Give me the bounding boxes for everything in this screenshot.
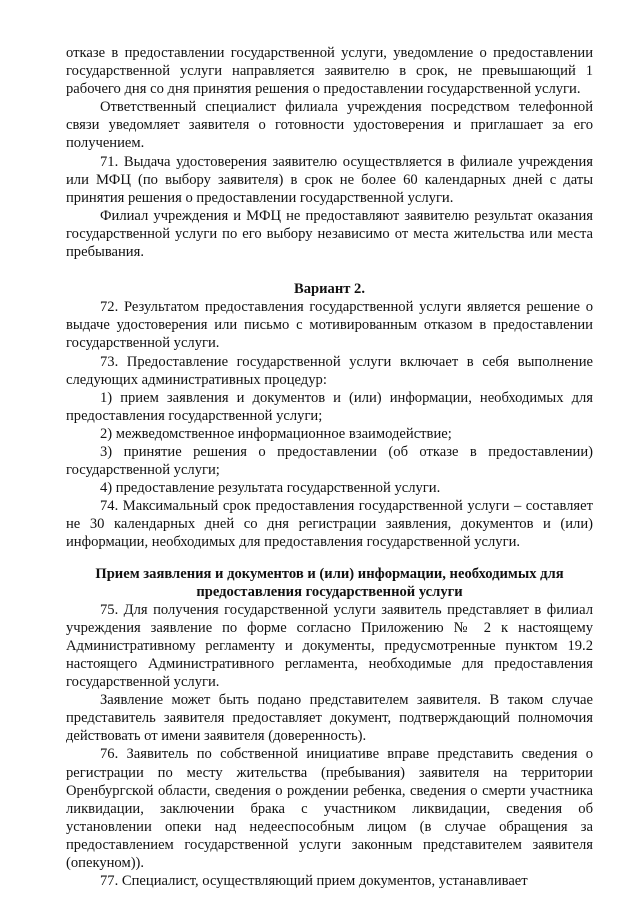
procedure-item-4: 4) предоставление результата государственной услуги.: [100, 480, 441, 497]
spacer: [66, 552, 593, 565]
procedure-item-1: 1) прием заявления и документов и (или) информации, необходимых для предоставления государственной услуги;: [66, 389, 593, 424]
spacer: [66, 261, 593, 280]
paragraph-74: 74. Максимальный срок предоставления государственной услуги – составляет не 30 календарных дней со дня регистрации заявления, документов и (или) информации, необходимых для предоставления государственной услуги.: [66, 498, 593, 551]
variant-heading: Вариант 2.: [293, 281, 366, 298]
paragraph-73: 73. Предоставление государственной услуги включает в себя выполнение следующих административных процедур:: [66, 353, 593, 388]
document-page: [66, 44, 593, 890]
procedure-item-3: 3) принятие решения о предоставлении (об отказе в предоставлении) государственной услуги;: [66, 443, 593, 479]
paragraph-77: 77. Специалист, осуществляющий прием документов, устанавливает: [100, 873, 528, 890]
paragraph-75: 75. Для получения государственной услуги заявитель представляет в филиал учреждения заявление по форме согласно Приложению № 2 к настоящему Административному регламенту и документы, предусмотренные пунктом 19.2 настоящего Административного регламента, необходимые для предоставления государственной услуги.: [66, 601, 593, 691]
paragraph-continuation: отказе в предоставлении государственной услуги, уведомление о предоставлении государственной услуги направляется заявителю в срок, не превышающий 1 рабочего дня со дня принятия решения о предоставлении государственной услуги.: [66, 45, 593, 98]
paragraph-76: 76. Заявитель по собственной инициативе вправе представить сведения о регистрации по месту жительства (пребывания) заявителя на территории Оренбургской области, сведения о рождении ребенка, сведения о смерти участника ликвидации, заключении брака с участником ликвидации, сведения об установлении опеки над недееспособным лицом (в случае обращения за предоставлением государственной услуги законным представителем заявителя (опекуном)).: [66, 746, 593, 872]
paragraph-notification: Ответственный специалист филиала учреждения посредством телефонной связи уведомляет заявителя о готовности удостоверения и приглашает за его получением.: [66, 99, 593, 152]
section-heading: [66, 565, 593, 601]
paragraph-71: 71. Выдача удостоверения заявителю осуществляется в филиале учреждения или МФЦ (по выбору заявителя) в срок не более 60 календарных дней с даты принятия решения о предоставлении государственной услуги.: [66, 153, 593, 206]
procedure-item-2: 2) межведомственное информационное взаимодействие;: [100, 425, 452, 442]
paragraph-no-extraterritorial: Филиал учреждения и МФЦ не предоставляют заявителю результат оказания государственной услуги по его выбору независимо от места жительства или места пребывания.: [66, 207, 593, 261]
section-heading-line-1: Прием заявления и документов и (или) информации, необходимых для: [95, 565, 564, 582]
section-heading-line-2: предоставления государственной услуги: [196, 583, 463, 600]
paragraph-72: 72. Результатом предоставления государственной услуги является решение о выдаче удостоверения или письмо с мотивированным отказом в предоставлении государственной услуги.: [66, 299, 593, 352]
paragraph-representative: Заявление может быть подано представителем заявителя. В таком случае представитель заявителя предоставляет документ, подтверждающий полномочия действовать от имени заявителя (доверенность).: [66, 692, 593, 745]
